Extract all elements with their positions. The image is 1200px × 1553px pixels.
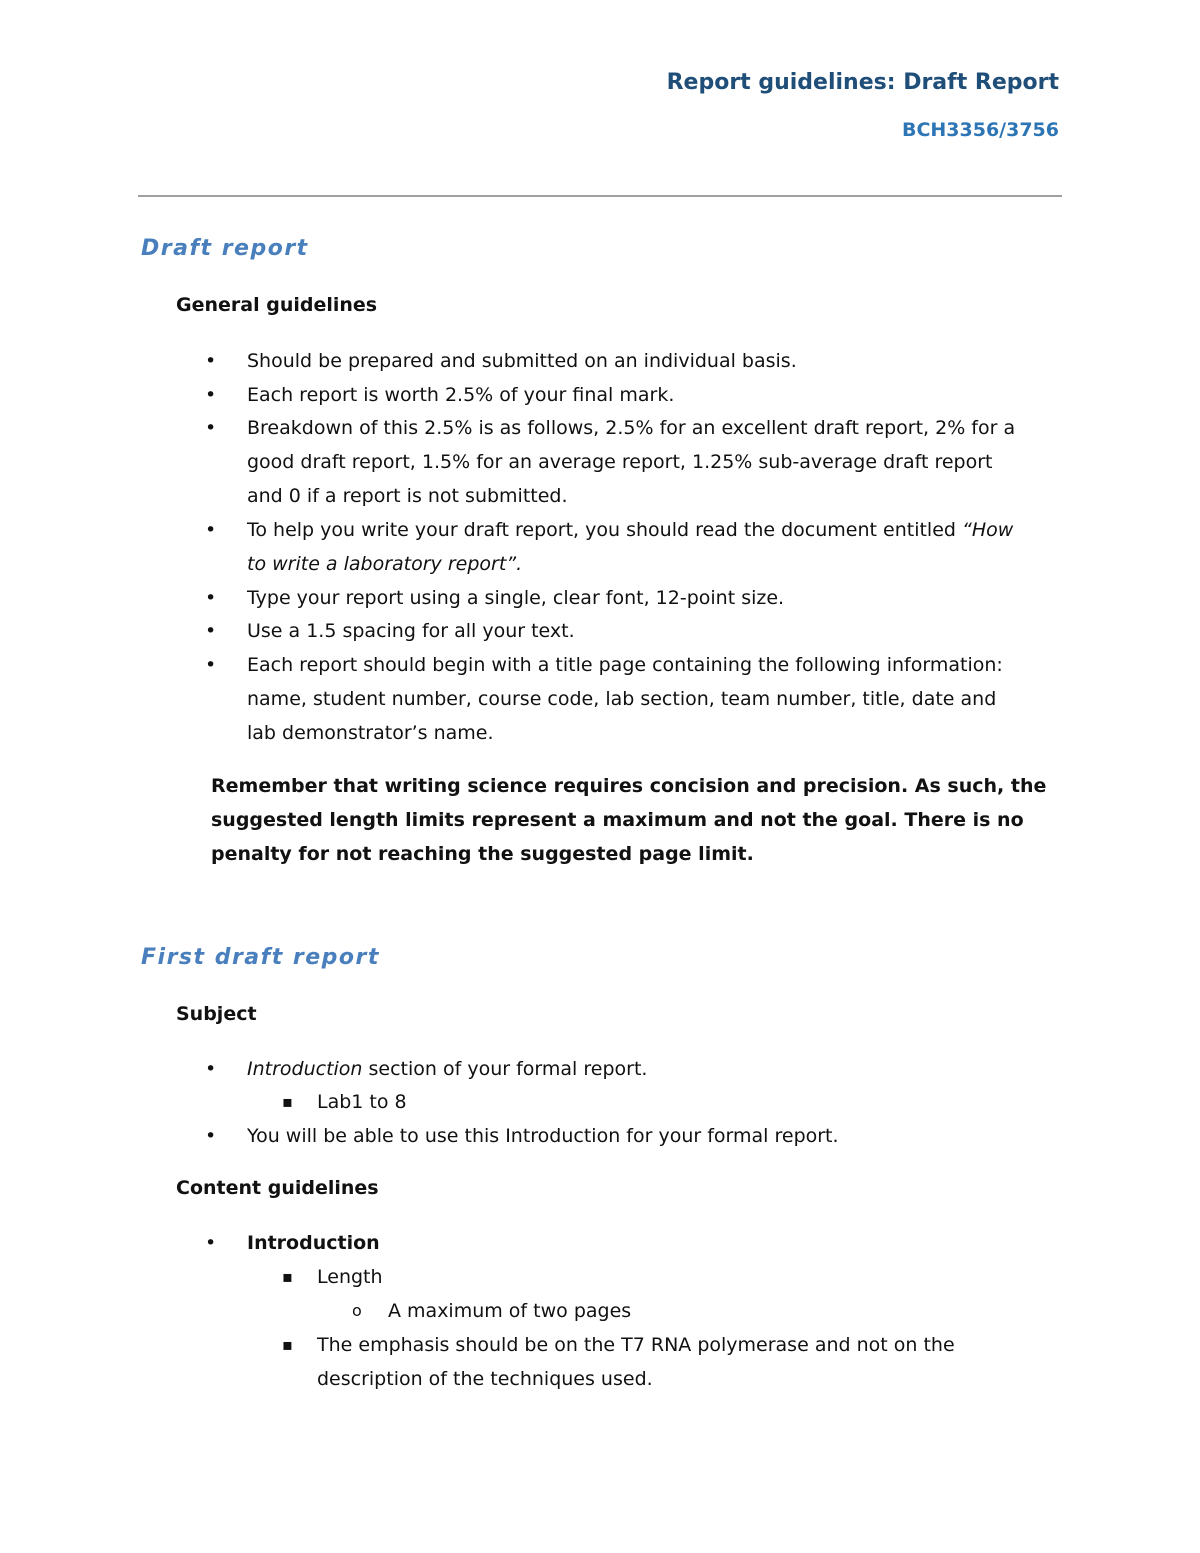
- list-item: [247, 513, 1013, 547]
- list-item-continuation: name, student number, course code, lab section, team number, title, date and: [247, 688, 997, 710]
- header-course-code: BCH3356/3756: [901, 119, 1059, 141]
- list-item-continuation: lab demonstrator’s name.: [247, 722, 494, 744]
- list-item: Use a 1.5 spacing for all your text.: [247, 620, 575, 642]
- list-item: You will be able to use this Introduction for your formal report.: [247, 1125, 839, 1147]
- square-bullet-glyph: ▪: [282, 1092, 293, 1111]
- circle-bullet-glyph: o: [352, 1301, 362, 1320]
- header-title: Report guidelines: Draft Report: [666, 70, 1059, 95]
- bullet-glyph: •: [205, 384, 217, 406]
- section-heading-draft-report: Draft report: [141, 236, 309, 261]
- bullet-glyph: •: [205, 1058, 217, 1080]
- list-item-continuation: good draft report, 1.5% for an average report, 1.25% sub-average draft report: [247, 451, 993, 473]
- section-heading-first-draft-report: First draft report: [141, 945, 380, 970]
- document-title-reference-continuation: to write a laboratory report”.: [247, 553, 523, 575]
- list-item: Breakdown of this 2.5% is as follows, 2.5% for an excellent draft report, 2% for a: [247, 417, 1016, 439]
- subheading-general-guidelines: General guidelines: [176, 294, 378, 316]
- square-bullet-glyph: ▪: [282, 1267, 293, 1286]
- subheading-subject: Subject: [176, 1003, 257, 1025]
- bullet-glyph: •: [205, 654, 217, 676]
- list-item-text: To help you write your draft report, you should read the document entitled: [247, 519, 963, 541]
- list-item: [247, 1052, 647, 1086]
- subheading-content-guidelines: Content guidelines: [176, 1177, 379, 1199]
- document-title-reference: “How: [962, 519, 1014, 541]
- bullet-glyph: •: [205, 350, 217, 372]
- sub-list-item-continuation: description of the techniques used.: [317, 1368, 653, 1390]
- list-item: Introduction: [247, 1232, 380, 1254]
- sub-list-item: The emphasis should be on the T7 RNA polymerase and not on the: [317, 1334, 955, 1356]
- bullet-glyph: •: [205, 417, 217, 439]
- list-item: Each report should begin with a title page containing the following information:: [247, 654, 1003, 676]
- sub-list-item: Lab1 to 8: [317, 1091, 407, 1113]
- list-item-continuation: and 0 if a report is not submitted.: [247, 485, 568, 507]
- list-item-text: section of your formal report.: [362, 1058, 648, 1080]
- sub-list-item: Length: [317, 1266, 383, 1288]
- bullet-glyph: •: [205, 587, 217, 609]
- bullet-glyph: •: [205, 1125, 217, 1147]
- list-item: Should be prepared and submitted on an individual basis.: [247, 350, 797, 372]
- bullet-glyph: •: [205, 1232, 217, 1254]
- concision-note: Remember that writing science requires concision and precision. As such, the suggested length limits represent a maximum and not the goal. There is no penalty for not reaching the suggested page limit.: [211, 775, 1047, 865]
- bullet-glyph: •: [205, 519, 217, 541]
- list-item: Type your report using a single, clear font, 12-point size.: [247, 587, 785, 609]
- list-item-emphasis: Introduction: [247, 1058, 363, 1080]
- list-item: Each report is worth 2.5% of your final mark.: [247, 384, 675, 406]
- header-divider: [138, 195, 1062, 197]
- sub-sub-list-item: A maximum of two pages: [388, 1300, 632, 1322]
- bullet-glyph: •: [205, 620, 217, 642]
- square-bullet-glyph: ▪: [282, 1335, 293, 1354]
